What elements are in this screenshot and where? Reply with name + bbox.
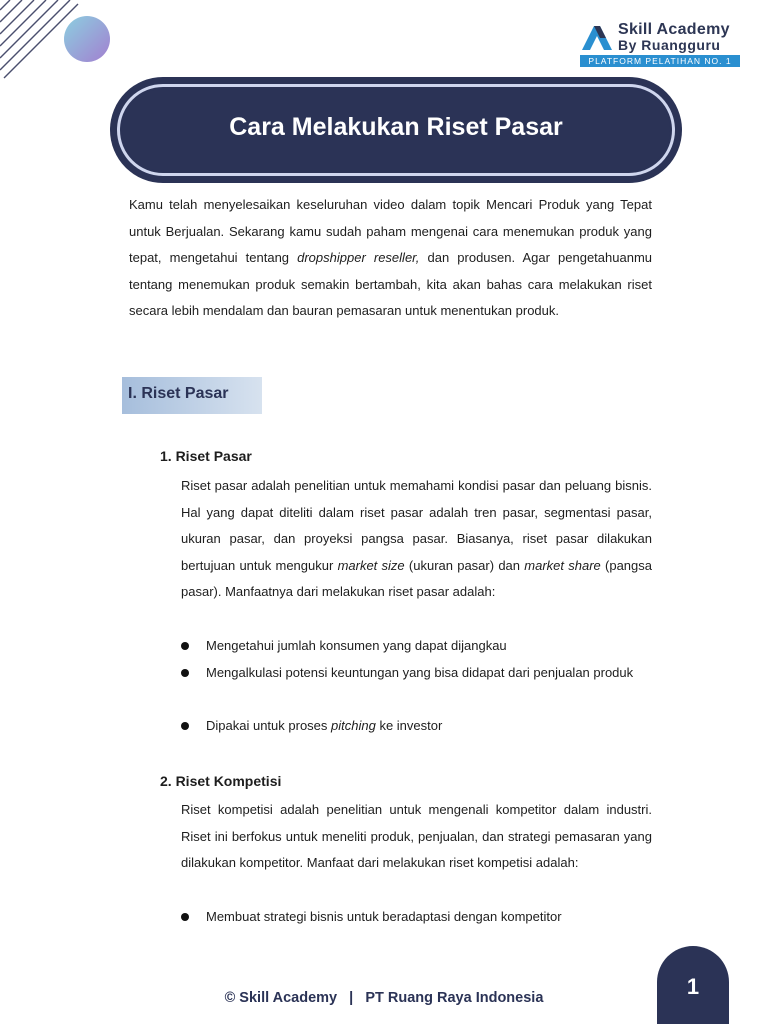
riset-pasar-text-1: Riset pasar adalah penelitian untuk memahami kondisi pasar dan peluang bisnis. Hal yang dapat diteliti dalam riset pasar adalah tren pasar, segmentasi pasar, ukuran pasar, dan proyeksi pangsa pasar. Biasanya, riset pasar dilakukan bertujuan untuk mengukur [181, 478, 652, 573]
intro-text-1: Kamu telah menyelesaikan keseluruhan video dalam topik Mencari Produk yang Tepat untuk Berjualan. Sekarang kamu sudah paham mengenai cara menemukan produk yang tepat, mengetahui tentang [129, 197, 652, 266]
subsection-title-riset-pasar: 1. Riset Pasar [160, 448, 252, 464]
section-heading-riset-pasar [122, 377, 262, 414]
list-item [181, 713, 652, 740]
bullet3-text-b: ke investor [375, 718, 443, 733]
bullet-icon [181, 642, 189, 650]
riset-pasar-paragraph [181, 473, 652, 606]
intro-text-2: dan produsen. Agar pengetahuanmu tentang menemukan produk semakin bertambah, kita akan bahas cara melakukan riset secara lebih mendalam dan bauran pemasaran untuk menentukan produk. [129, 250, 652, 319]
skill-academy-logo [580, 20, 742, 68]
list-item-text [206, 713, 652, 740]
bullet-icon [181, 722, 189, 730]
intro-paragraph [129, 192, 652, 325]
riset-kompetisi-paragraph: Riset kompetisi adalah penelitian untuk mengenali kompetitor dalam industri. Riset ini berfokus untuk meneliti produk, penjualan, dan strategi pemasaran yang dilakukan kompetitor. Manfaat dari melakukan riset kompetisi adalah: [181, 802, 652, 871]
page-number: 1 [686, 974, 700, 999]
logo-title: Skill Academy [618, 21, 730, 38]
logo-badge: PLATFORM PELATIHAN NO. 1 [580, 55, 740, 67]
bullet-icon [181, 669, 189, 677]
list-item [181, 904, 652, 931]
list-item [181, 633, 652, 660]
market-share-term: market share [524, 557, 601, 573]
page-number-tab [657, 946, 729, 1024]
list-item [181, 660, 652, 687]
market-size-term: market size [337, 557, 405, 573]
bullet3-text-a: Dipakai untuk proses [206, 718, 332, 733]
logo-subtitle: By Ruangguru [618, 37, 721, 53]
riset-pasar-text-2: (ukuran pasar) dan [404, 557, 525, 573]
list-item-text: Mengalkulasi potensi keuntungan yang bisa didapat dari penjualan produk [206, 665, 634, 680]
pitching-term: pitching [331, 718, 376, 733]
footer-copyright: © Skill Academy | PT Ruang Raya Indonesia [224, 990, 544, 1006]
logo-mark-icon [580, 24, 612, 50]
list-item-text: Membuat strategi bisnis untuk beradaptasi dengan kompetitor [206, 909, 562, 924]
gradient-circle-decoration [64, 16, 110, 62]
list-item-text: Mengetahui jumlah konsumen yang dapat dijangkau [206, 638, 507, 653]
subsection-title-riset-kompetisi: 2. Riset Kompetisi [160, 773, 282, 789]
bullet-icon [181, 913, 189, 921]
title-banner [110, 77, 682, 183]
page-title: Cara Melakukan Riset Pasar [229, 113, 563, 141]
intro-italic-term: dropshipper reseller, [297, 250, 420, 266]
section-heading-label: I. Riset Pasar [128, 385, 229, 402]
riset-pasar-text-3: (pangsa pasar). Manfaatnya dari melakukan riset pasar adalah: [181, 557, 652, 600]
